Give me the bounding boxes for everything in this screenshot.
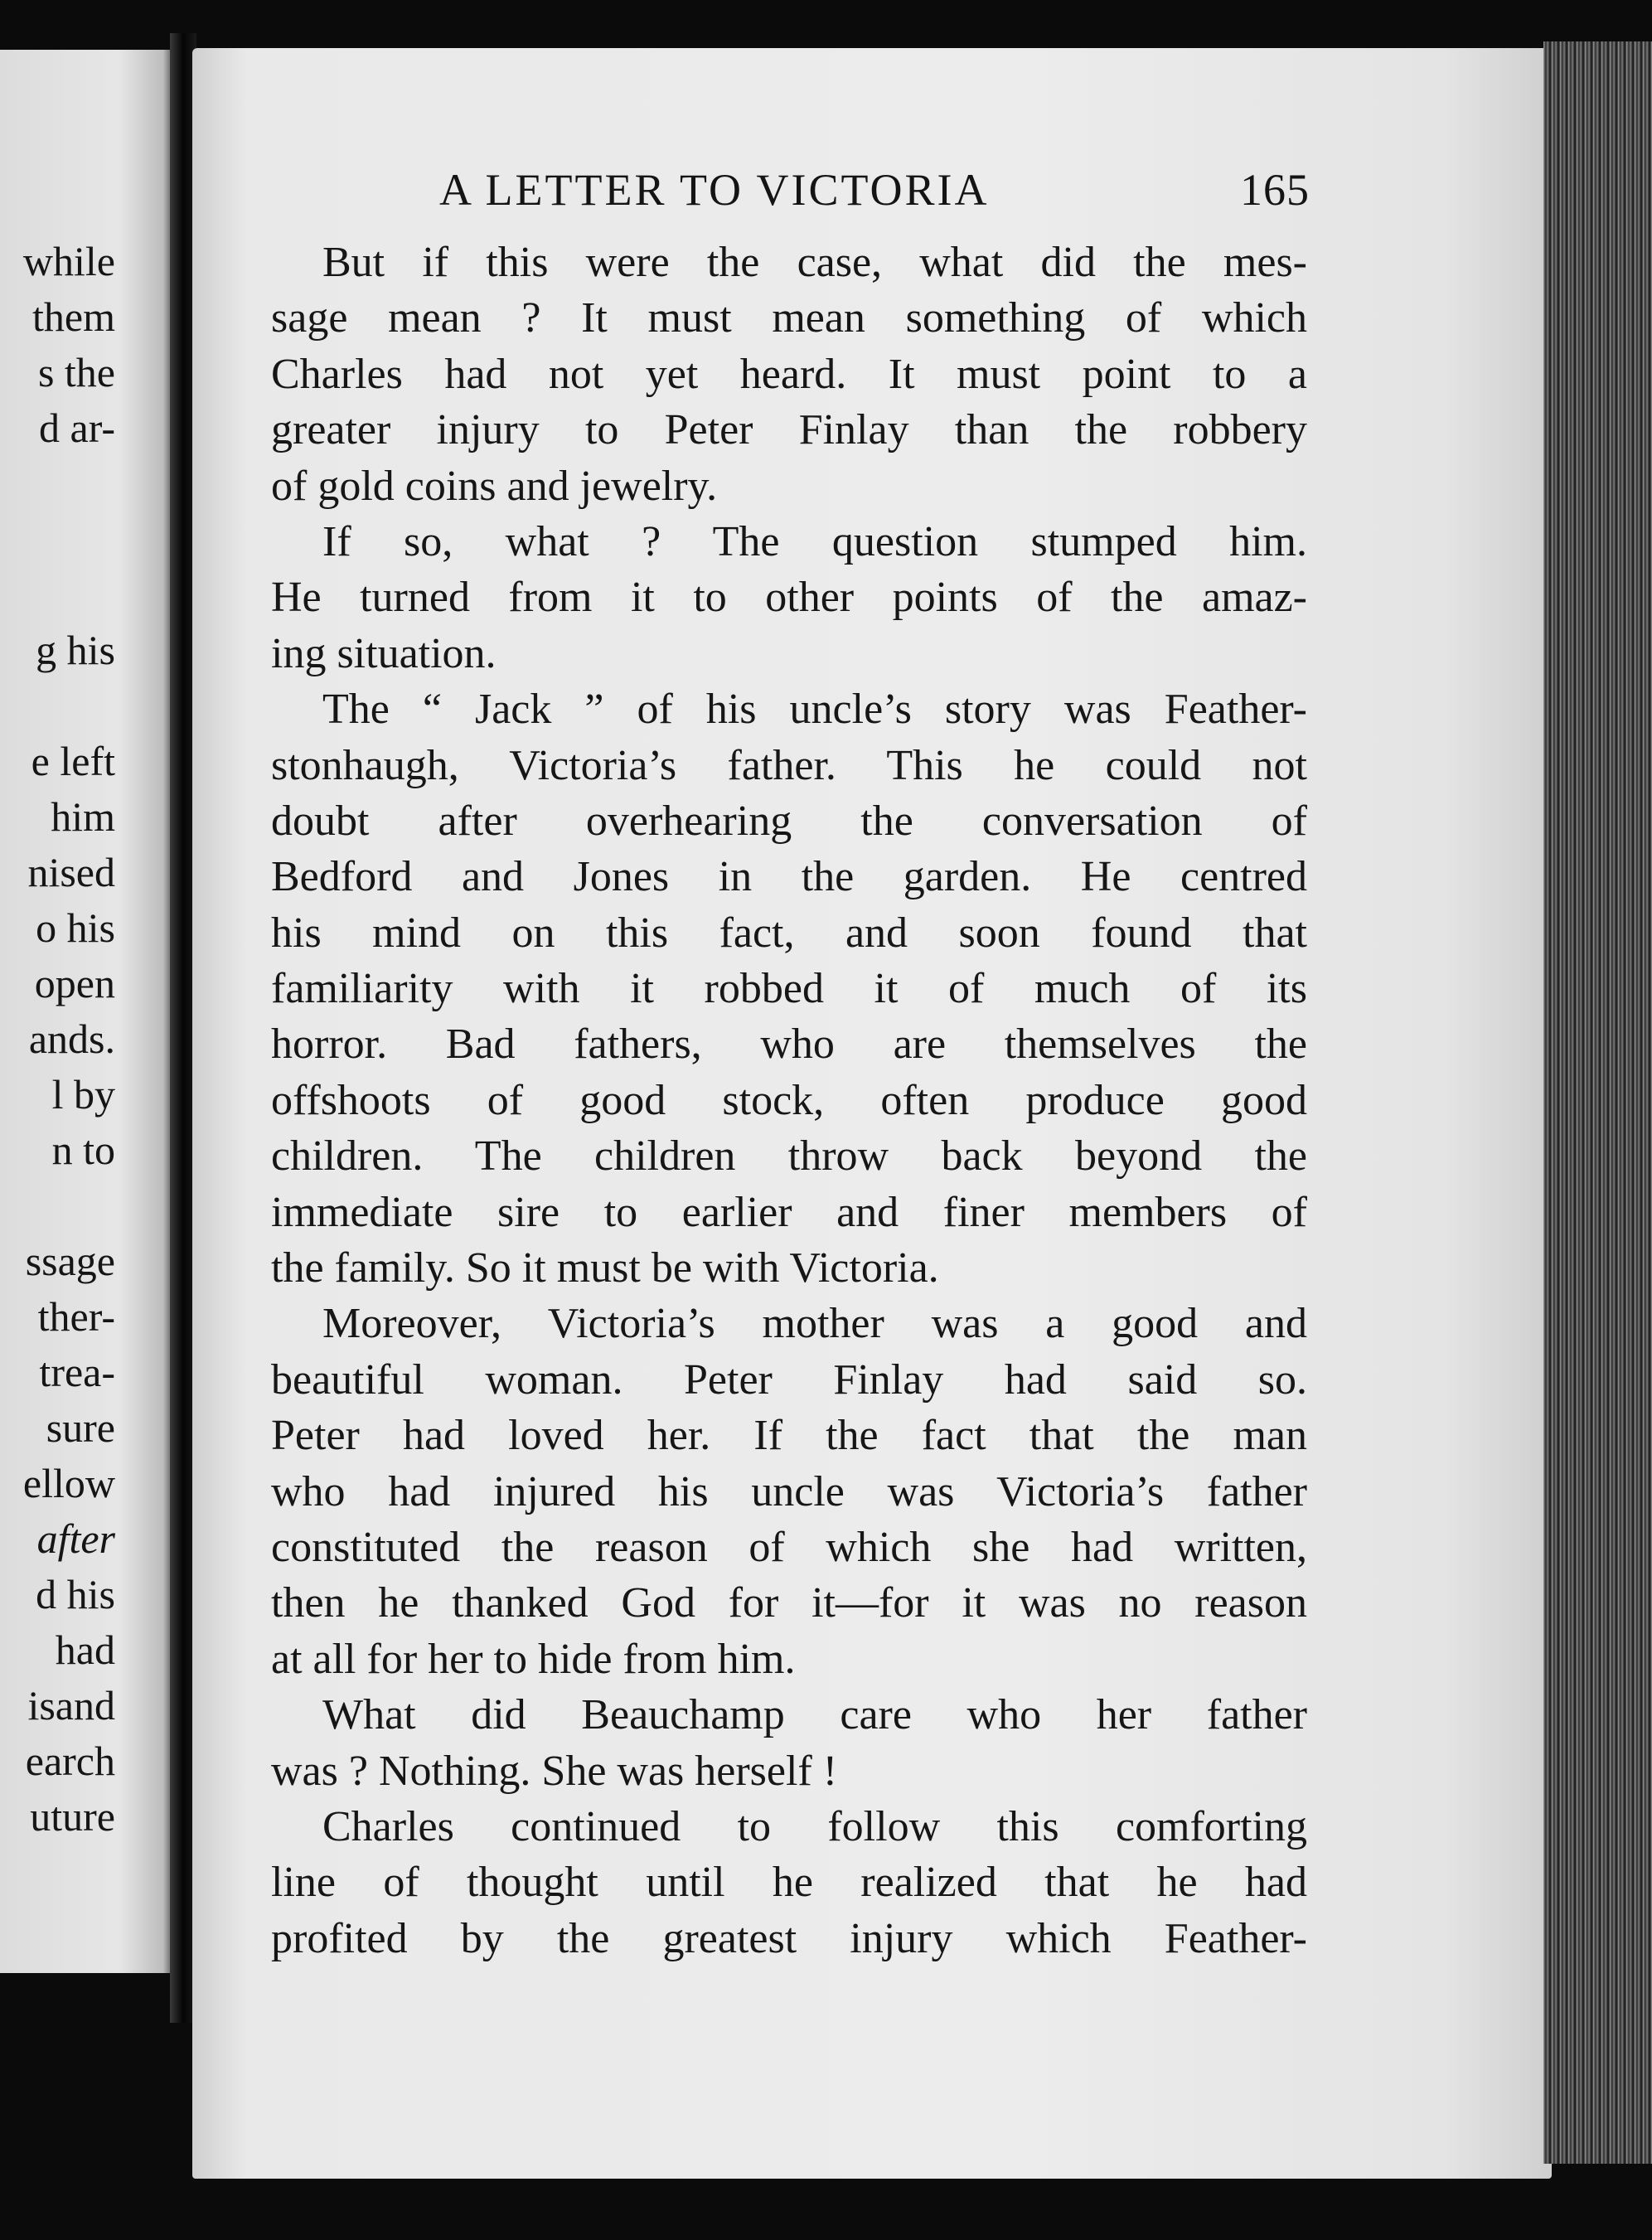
left-page-line-fragment: sure bbox=[46, 1404, 115, 1451]
left-page-line-fragment bbox=[23, 512, 115, 567]
text-line: familiarity with it robbed it of much of its bbox=[271, 965, 1307, 1013]
text-line: the family. So it must be with Victoria. bbox=[271, 1244, 939, 1292]
left-page-line-fragment: n to bbox=[51, 1127, 115, 1173]
left-page-line-fragment: open bbox=[34, 960, 115, 1006]
left-page-line-fragment: ellow bbox=[22, 1460, 115, 1506]
text-line: Charles had not yet heard. It must point to a bbox=[271, 350, 1307, 398]
text-line: Charles continued to follow this comforting bbox=[322, 1802, 1307, 1850]
left-page-line-fragment: ssage bbox=[25, 1238, 115, 1284]
left-page-line-fragment: g his bbox=[36, 627, 115, 673]
left-page-line-fragment: had bbox=[55, 1627, 115, 1673]
text-line: Moreover, Victoria’s mother was a good and bbox=[322, 1300, 1307, 1348]
text-line: What did Beauchamp care who her father bbox=[322, 1691, 1307, 1739]
text-line: constituted the reason of which she had written, bbox=[271, 1523, 1307, 1571]
left-page-line-fragment: trea- bbox=[39, 1349, 115, 1395]
left-page-line-fragment: while bbox=[22, 238, 115, 284]
left-page-line-fragment bbox=[23, 1178, 115, 1234]
text-line: horror. Bad fathers, who are themselves the bbox=[271, 1021, 1307, 1069]
left-page-line-fragment bbox=[23, 567, 115, 623]
page-header bbox=[439, 164, 1310, 216]
text-line: Peter had loved her. If the fact that the man bbox=[271, 1412, 1307, 1460]
text-line: offshoots of good stock, often produce good bbox=[271, 1076, 1307, 1124]
text-line: children. The children throw back beyond the bbox=[271, 1132, 1307, 1181]
text-line: Bedford and Jones in the garden. He centred bbox=[271, 853, 1307, 901]
left-page-line-fragment: after bbox=[36, 1515, 115, 1562]
left-page-line-fragment: s the bbox=[37, 349, 115, 395]
left-page-line-fragment: earch bbox=[25, 1738, 115, 1784]
left-page-line-fragment: them bbox=[32, 293, 115, 340]
page-number: 165 bbox=[1240, 165, 1310, 215]
page-edges bbox=[1543, 41, 1652, 2164]
text-line: line of thought until he realized that he had bbox=[271, 1859, 1307, 1907]
text-line: ing situation. bbox=[271, 629, 497, 677]
left-page-line-fragment: d his bbox=[36, 1571, 115, 1617]
left-page-text bbox=[23, 234, 115, 1845]
text-line: of gold coins and jewelry. bbox=[271, 462, 718, 510]
left-page-line-fragment: ther- bbox=[37, 1293, 115, 1340]
text-line: But if this were the case, what did the mes- bbox=[322, 239, 1307, 286]
text-line: immediate sire to earlier and finer members of bbox=[271, 1188, 1307, 1236]
text-line: then he thanked God for it—for it was no reason bbox=[271, 1579, 1307, 1627]
left-page-line-fragment: d ar- bbox=[39, 405, 115, 451]
body-text bbox=[271, 235, 1307, 1966]
text-line: stonhaugh, Victoria’s father. This he could not bbox=[271, 741, 1307, 789]
left-page-line-fragment bbox=[23, 678, 115, 734]
text-line: his mind on this fact, and soon found that bbox=[271, 909, 1307, 957]
left-facing-page bbox=[0, 50, 170, 1973]
left-page-line-fragment: e left bbox=[31, 738, 115, 784]
text-line: at all for her to hide from him. bbox=[271, 1635, 796, 1683]
left-page-line-fragment: l by bbox=[51, 1071, 115, 1118]
text-line: doubt after overhearing the conversation of bbox=[271, 797, 1307, 845]
text-line: profited by the greatest injury which Feather- bbox=[271, 1914, 1307, 1962]
left-page-line-fragment: isand bbox=[27, 1682, 115, 1728]
left-page-line-fragment: nised bbox=[27, 849, 115, 895]
left-page-line-fragment: uture bbox=[30, 1793, 115, 1840]
text-line: who had injured his uncle was Victoria’s father bbox=[271, 1467, 1307, 1515]
left-page-line-fragment: him bbox=[51, 793, 115, 840]
left-page-line-fragment: ands. bbox=[28, 1016, 115, 1062]
text-line: The “ Jack ” of his uncle’s story was Feather- bbox=[322, 686, 1307, 734]
text-line: He turned from it to other points of the amaz- bbox=[271, 574, 1307, 622]
running-head: A LETTER TO VICTORIA bbox=[439, 165, 990, 215]
text-line: greater injury to Peter Finlay than the robbery bbox=[271, 406, 1307, 454]
text-line: was ? Nothing. She was herself ! bbox=[271, 1747, 838, 1795]
left-page-line-fragment bbox=[23, 456, 115, 512]
text-line: If so, what ? The question stumped him. bbox=[322, 517, 1307, 565]
text-line: beautiful woman. Peter Finlay had said so. bbox=[271, 1355, 1307, 1404]
text-line: sage mean ? It must mean something of which bbox=[271, 294, 1307, 342]
left-page-line-fragment: o his bbox=[36, 904, 115, 951]
